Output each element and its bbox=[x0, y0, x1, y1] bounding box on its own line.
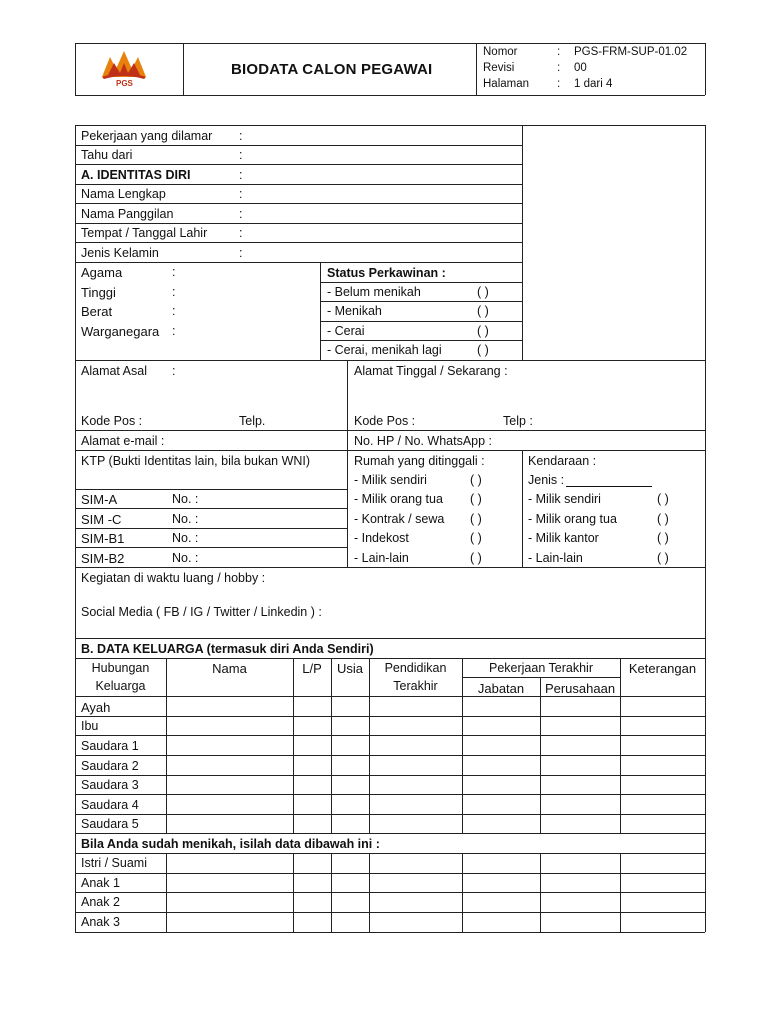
col-header-pendidikan: Pendidikan bbox=[384, 661, 447, 675]
colon: : bbox=[239, 207, 243, 221]
field-label-kegiatan: Kegiatan di waktu luang / hobby : bbox=[81, 571, 266, 585]
meta-colon: : bbox=[557, 78, 561, 90]
field-label-telp: Telp. bbox=[239, 414, 266, 428]
company-logo bbox=[98, 49, 150, 89]
sim-no-label: No. : bbox=[172, 512, 199, 526]
field-label-social-media: Social Media ( FB / IG / Twitter / Linkedin ) : bbox=[81, 605, 322, 619]
family-row-label: Anak 1 bbox=[81, 876, 120, 890]
checkbox-paren[interactable]: ( ) bbox=[470, 531, 482, 545]
meta-value-revisi: 00 bbox=[574, 62, 587, 74]
checkbox-paren[interactable]: ( ) bbox=[477, 304, 489, 318]
field-label-ttl: Tempat / Tanggal Lahir bbox=[81, 226, 208, 240]
rumah-option: - Kontrak / sewa bbox=[354, 512, 445, 526]
family-row-label: Saudara 1 bbox=[81, 739, 139, 753]
rumah-option: - Milik orang tua bbox=[354, 492, 443, 506]
field-label-email: Alamat e-mail : bbox=[81, 434, 165, 448]
field-label-hp: No. HP / No. WhatsApp : bbox=[354, 434, 493, 448]
meta-colon: : bbox=[557, 46, 561, 58]
sim-no-label: No. : bbox=[172, 531, 199, 545]
status-option: - Cerai, menikah lagi bbox=[327, 343, 442, 357]
rumah-option: - Milik sendiri bbox=[354, 473, 427, 487]
kendaraan-option: - Milik kantor bbox=[528, 531, 599, 545]
field-label-berat: Berat bbox=[81, 304, 113, 319]
field-label-nama-panggilan: Nama Panggilan bbox=[81, 207, 174, 221]
checkbox-paren[interactable]: ( ) bbox=[470, 473, 482, 487]
field-label-agama: Agama bbox=[81, 265, 123, 280]
field-label-pekerjaan: Pekerjaan yang dilamar bbox=[81, 129, 213, 143]
sim-label: SIM-B1 bbox=[81, 531, 125, 546]
jenis-underline[interactable] bbox=[566, 476, 652, 487]
field-label-tinggi: Tinggi bbox=[81, 285, 116, 300]
meta-colon: : bbox=[557, 62, 561, 74]
family-row-label: Saudara 4 bbox=[81, 798, 139, 812]
checkbox-paren[interactable]: ( ) bbox=[477, 343, 489, 357]
colon: : bbox=[239, 148, 243, 162]
meta-label-nomor: Nomor bbox=[483, 46, 518, 58]
status-perkawinan-heading: Status Perkawinan : bbox=[327, 266, 446, 280]
family-row-label: Ibu bbox=[81, 719, 99, 733]
status-option: - Belum menikah bbox=[327, 285, 421, 299]
checkbox-paren[interactable]: ( ) bbox=[657, 512, 669, 526]
field-label-jenis-kelamin: Jenis Kelamin bbox=[81, 246, 159, 260]
field-label-tahu-dari: Tahu dari bbox=[81, 148, 133, 162]
rumah-heading: Rumah yang ditinggali : bbox=[354, 454, 485, 468]
status-option: - Menikah bbox=[327, 304, 382, 318]
family-row-label: Anak 2 bbox=[81, 895, 120, 909]
checkbox-paren[interactable]: ( ) bbox=[470, 492, 482, 506]
sim-no-label: No. : bbox=[172, 492, 199, 506]
kendaraan-jenis-label: Jenis : bbox=[528, 473, 565, 487]
col-header-keterangan: Keterangan bbox=[628, 661, 697, 676]
colon: : bbox=[172, 265, 176, 279]
field-label-warganegara: Warganegara bbox=[81, 324, 160, 339]
field-label-nama-lengkap: Nama Lengkap bbox=[81, 187, 166, 201]
kendaraan-option: - Lain-lain bbox=[528, 551, 583, 565]
rumah-option: - Indekost bbox=[354, 531, 409, 545]
col-header-perusahaan: Perusahaan bbox=[544, 681, 616, 696]
col-header-hubungan: Hubungan bbox=[91, 661, 150, 675]
family-row-label: Saudara 2 bbox=[81, 759, 139, 773]
family-row-label: Saudara 5 bbox=[81, 817, 139, 831]
married-heading: Bila Anda sudah menikah, isilah data dibawah ini : bbox=[81, 837, 380, 851]
sim-no-label: No. : bbox=[172, 551, 199, 565]
meta-value-nomor: PGS-FRM-SUP-01.02 bbox=[574, 46, 688, 58]
status-option: - Cerai bbox=[327, 324, 365, 338]
col-header-pekerjaan: Pekerjaan Terakhir bbox=[489, 661, 593, 675]
col-header-usia: Usia bbox=[336, 661, 363, 676]
meta-label-halaman: Halaman bbox=[483, 78, 530, 90]
colon: : bbox=[239, 187, 243, 201]
field-label-alamat-asal: Alamat Asal bbox=[81, 364, 148, 378]
family-row-label: Ayah bbox=[81, 700, 111, 715]
colon: : bbox=[172, 324, 176, 338]
logo-text: PGS bbox=[116, 79, 133, 88]
field-label-ktp: KTP (Bukti Identitas lain, bila bukan WNI) bbox=[81, 454, 311, 468]
col-header-nama: Nama bbox=[212, 661, 247, 676]
col-header-hubungan: Keluarga bbox=[95, 679, 146, 693]
field-label-kode-pos: Kode Pos : bbox=[354, 414, 416, 428]
sim-label: SIM -C bbox=[81, 512, 122, 527]
family-row-label: Anak 3 bbox=[81, 915, 120, 929]
col-header-lp: L/P bbox=[302, 661, 322, 676]
meta-label-revisi: Revisi bbox=[483, 62, 515, 74]
checkbox-paren[interactable]: ( ) bbox=[470, 551, 482, 565]
colon: : bbox=[239, 226, 243, 240]
col-header-pendidikan: Terakhir bbox=[393, 679, 438, 693]
document-title: BIODATA CALON PEGAWAI bbox=[231, 61, 433, 78]
kendaraan-jenis bbox=[528, 474, 652, 487]
checkbox-paren[interactable]: ( ) bbox=[477, 324, 489, 338]
field-label-kode-pos: Kode Pos : bbox=[81, 414, 143, 428]
section-heading-identitas: A. IDENTITAS DIRI bbox=[81, 168, 191, 182]
checkbox-paren[interactable]: ( ) bbox=[657, 531, 669, 545]
meta-value-halaman: 1 dari 4 bbox=[574, 78, 613, 90]
field-label-telp: Telp : bbox=[503, 414, 533, 428]
colon: : bbox=[172, 364, 176, 378]
family-row-label: Istri / Suami bbox=[81, 856, 147, 870]
section-heading-keluarga: B. DATA KELUARGA (termasuk diri Anda Sendiri) bbox=[81, 642, 374, 656]
kendaraan-option: - Milik sendiri bbox=[528, 492, 601, 506]
col-header-jabatan: Jabatan bbox=[477, 681, 525, 696]
checkbox-paren[interactable]: ( ) bbox=[657, 551, 669, 565]
sim-label: SIM-B2 bbox=[81, 551, 125, 566]
checkbox-paren[interactable]: ( ) bbox=[477, 285, 489, 299]
kendaraan-heading: Kendaraan : bbox=[528, 454, 597, 468]
colon: : bbox=[172, 304, 176, 318]
kendaraan-option: - Milik orang tua bbox=[528, 512, 617, 526]
colon: : bbox=[239, 168, 243, 182]
checkbox-paren[interactable]: ( ) bbox=[470, 512, 482, 526]
checkbox-paren[interactable]: ( ) bbox=[657, 492, 669, 506]
family-row-label: Saudara 3 bbox=[81, 778, 139, 792]
colon: : bbox=[239, 246, 243, 260]
sim-label: SIM-A bbox=[81, 492, 118, 507]
colon: : bbox=[239, 129, 243, 143]
colon: : bbox=[172, 285, 176, 299]
field-label-alamat-tinggal: Alamat Tinggal / Sekarang : bbox=[354, 364, 508, 378]
rumah-option: - Lain-lain bbox=[354, 551, 409, 565]
